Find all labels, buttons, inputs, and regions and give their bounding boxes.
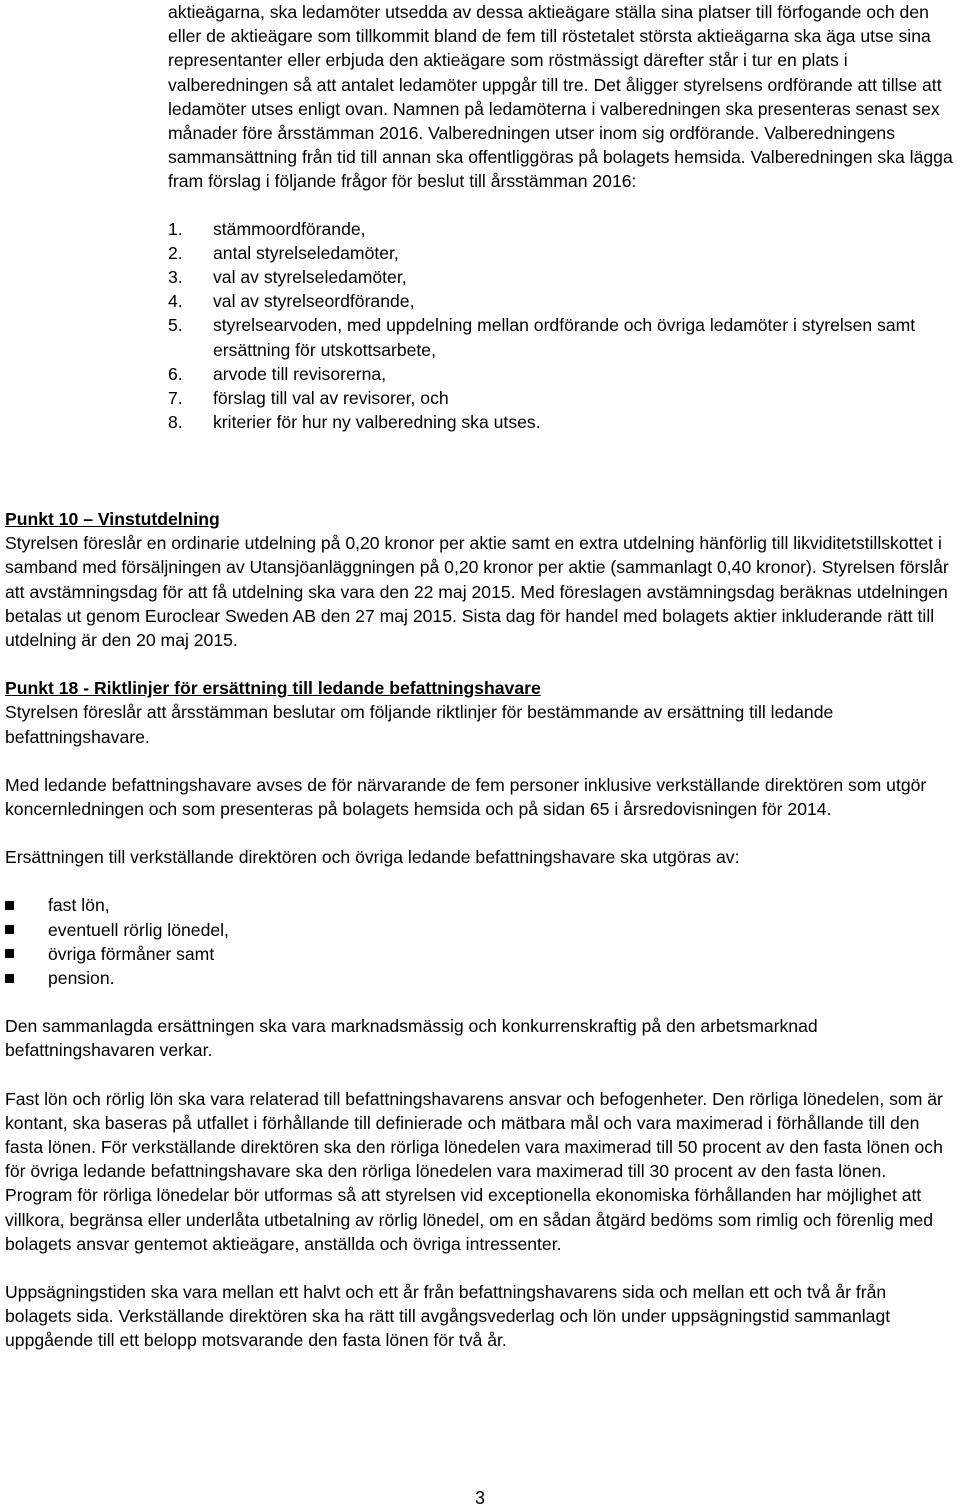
list-number: 2. [168, 242, 183, 263]
valberedning-section [168, 0, 954, 434]
list-text: kriterier för hur ny valberedning ska utses. [213, 412, 541, 433]
list-item [168, 410, 954, 434]
list-text: arvode till revisorerna, [213, 363, 387, 384]
list-text: val av styrelseordförande, [213, 291, 415, 312]
bullet-text: övriga förmåner samt [48, 943, 215, 964]
bullet-item [5, 918, 955, 942]
punkt10-paragraph: Styrelsen föreslår en ordinarie utdelning på 0,20 kronor per aktie samt en extra utdelning hänförlig till likviditetstillskottet i samband med försäljningen av Utansjöanläggningen på 0,20 kronor per aktie (sammanlagt 0,40 kronor). Styrelsen förslår att avstämningsdag för att få utdelning ska vara den 22 maj 2015. Med föreslagen avstämningsdag beräknas utdelningen betalas ut genom Euroclear Sweden AB den 27 maj 2015. Sista dag för handel med bolagets aktier inkluderande rätt till utdelning är den 20 maj 2015. [5, 533, 949, 651]
bullet-text: fast lön, [48, 895, 110, 916]
bullet-item [5, 893, 955, 917]
list-number: 6. [168, 363, 183, 384]
list-item [168, 386, 954, 410]
list-item [168, 265, 954, 289]
square-bullet-icon [5, 949, 14, 958]
list-text: val av styrelseledamöter, [213, 267, 407, 288]
intro-paragraph: aktieägarna, ska ledamöter utsedda av dessa aktieägare ställa sina platser till förfogande och den eller de aktieägare som tillkommit bland de fem till röstetalet största aktieägarna ska äga utse sina representanter eller erbjuda den aktieägare som röstmässigt därefter står i tur en plats i valberedningen så att antalet ledamöter uppgår till tre. Det åligger styrelsens ordförande att tillse att ledamöter utses enligt ovan. Namnen på ledamöterna i valberedningen ska presenteras senast sex månader före årsstämman 2016. Valberedningen utser inom sig ordförande. Valberedningens sammansättning från tid till annan ska offentliggöras på bolagets hemsida. Valberedningen ska lägga fram förslag i följande frågor för beslut till årsstämman 2016: [168, 2, 953, 192]
list-item [168, 289, 954, 313]
page-number: 3 [474, 1488, 485, 1508]
list-number: 4. [168, 291, 183, 312]
punkt10-heading: Punkt 10 – Vinstutdelning [5, 509, 220, 529]
list-text: förslag till val av revisorer, och [213, 388, 449, 409]
list-text: styrelsearvoden, med uppdelning mellan ordförande och övriga ledamöter i styrelsen samt ersättning för utskottsarbete, [213, 315, 916, 360]
list-number: 5. [168, 315, 183, 336]
list-text: antal styrelseledamöter, [213, 242, 399, 263]
list-number: 8. [168, 412, 183, 433]
list-item [168, 217, 954, 241]
punkt18-paragraph-4: Den sammanlagda ersättningen ska vara marknadsmässig och konkurrenskraftig på den arbetsmarknad befattningshavaren verkar. [5, 1016, 818, 1061]
list-item [168, 241, 954, 265]
bullet-text: eventuell rörlig lönedel, [48, 919, 229, 940]
square-bullet-icon [5, 925, 14, 934]
punkt18-paragraph-6: Uppsägningstiden ska vara mellan ett halvt och ett år från befattningshavarens sida och mellan ett och två år från bolagets sida. Verkställande direktören ska ha rätt till avgångsvederlag och lön under uppsägningstid sammanlagt uppgående till ett belopp motsvarande den fasta lönen för två år. [5, 1282, 891, 1351]
list-number: 7. [168, 388, 183, 409]
punkt18-paragraph-2: Med ledande befattningshavare avses de för närvarande de fem personer inklusive verkställande direktören som utgör koncernledningen och som presenteras på bolagets hemsida och på sidan 65 i årsredovisningen för 2014. [5, 774, 927, 820]
proposal-list [168, 217, 954, 435]
square-bullet-icon [5, 901, 14, 910]
list-item [168, 362, 954, 386]
bullet-item [5, 942, 955, 966]
bullet-item [5, 966, 955, 990]
list-text: stämmoordförande, [213, 218, 366, 239]
list-item [168, 313, 954, 361]
punkt18-paragraph-3: Ersättningen till verkställande direktören och övriga ledande befattningshavare ska utgöras av: [5, 847, 740, 868]
main-content [5, 507, 955, 1353]
punkt18-paragraph-5: Fast lön och rörlig lön ska vara relaterad till befattningshavarens ansvar och befogenheter. Den rörliga lönedelen, som är kontant, ska baseras på utfallet i förhållande till definierade och mätbara mål och vara maximerad i förhållande till den fasta lönen. För verkställande direktören ska den rörliga lönedelen vara maximerad till 50 procent av den fasta lönen och för övriga ledande befattningshavare ska den rörliga lönedelen vara maximerad till 30 procent av den fasta lönen. Program för rörliga lönedelar bör utformas så att styrelsen vid exceptionella ekonomiska förhållanden har möjlighet att villkora, begränsa eller underlåta utbetalning av rörlig lönedel, om en sådan åtgärd bedöms som rimlig och förenlig med bolagets ansvar gentemot aktieägare, anställda och övriga intressenter. [5, 1088, 943, 1254]
punkt18-paragraph-1: Styrelsen föreslår att årsstämman beslutar om följande riktlinjer för bestämmande av ersättning till ledande befattningshavare. [5, 702, 834, 747]
square-bullet-icon [5, 974, 14, 983]
list-number: 3. [168, 267, 183, 288]
compensation-bullet-list [5, 893, 955, 990]
list-number: 1. [168, 218, 183, 239]
punkt18-heading: Punkt 18 - Riktlinjer för ersättning till ledande befattningshavare [5, 678, 541, 699]
bullet-text: pension. [48, 968, 115, 989]
